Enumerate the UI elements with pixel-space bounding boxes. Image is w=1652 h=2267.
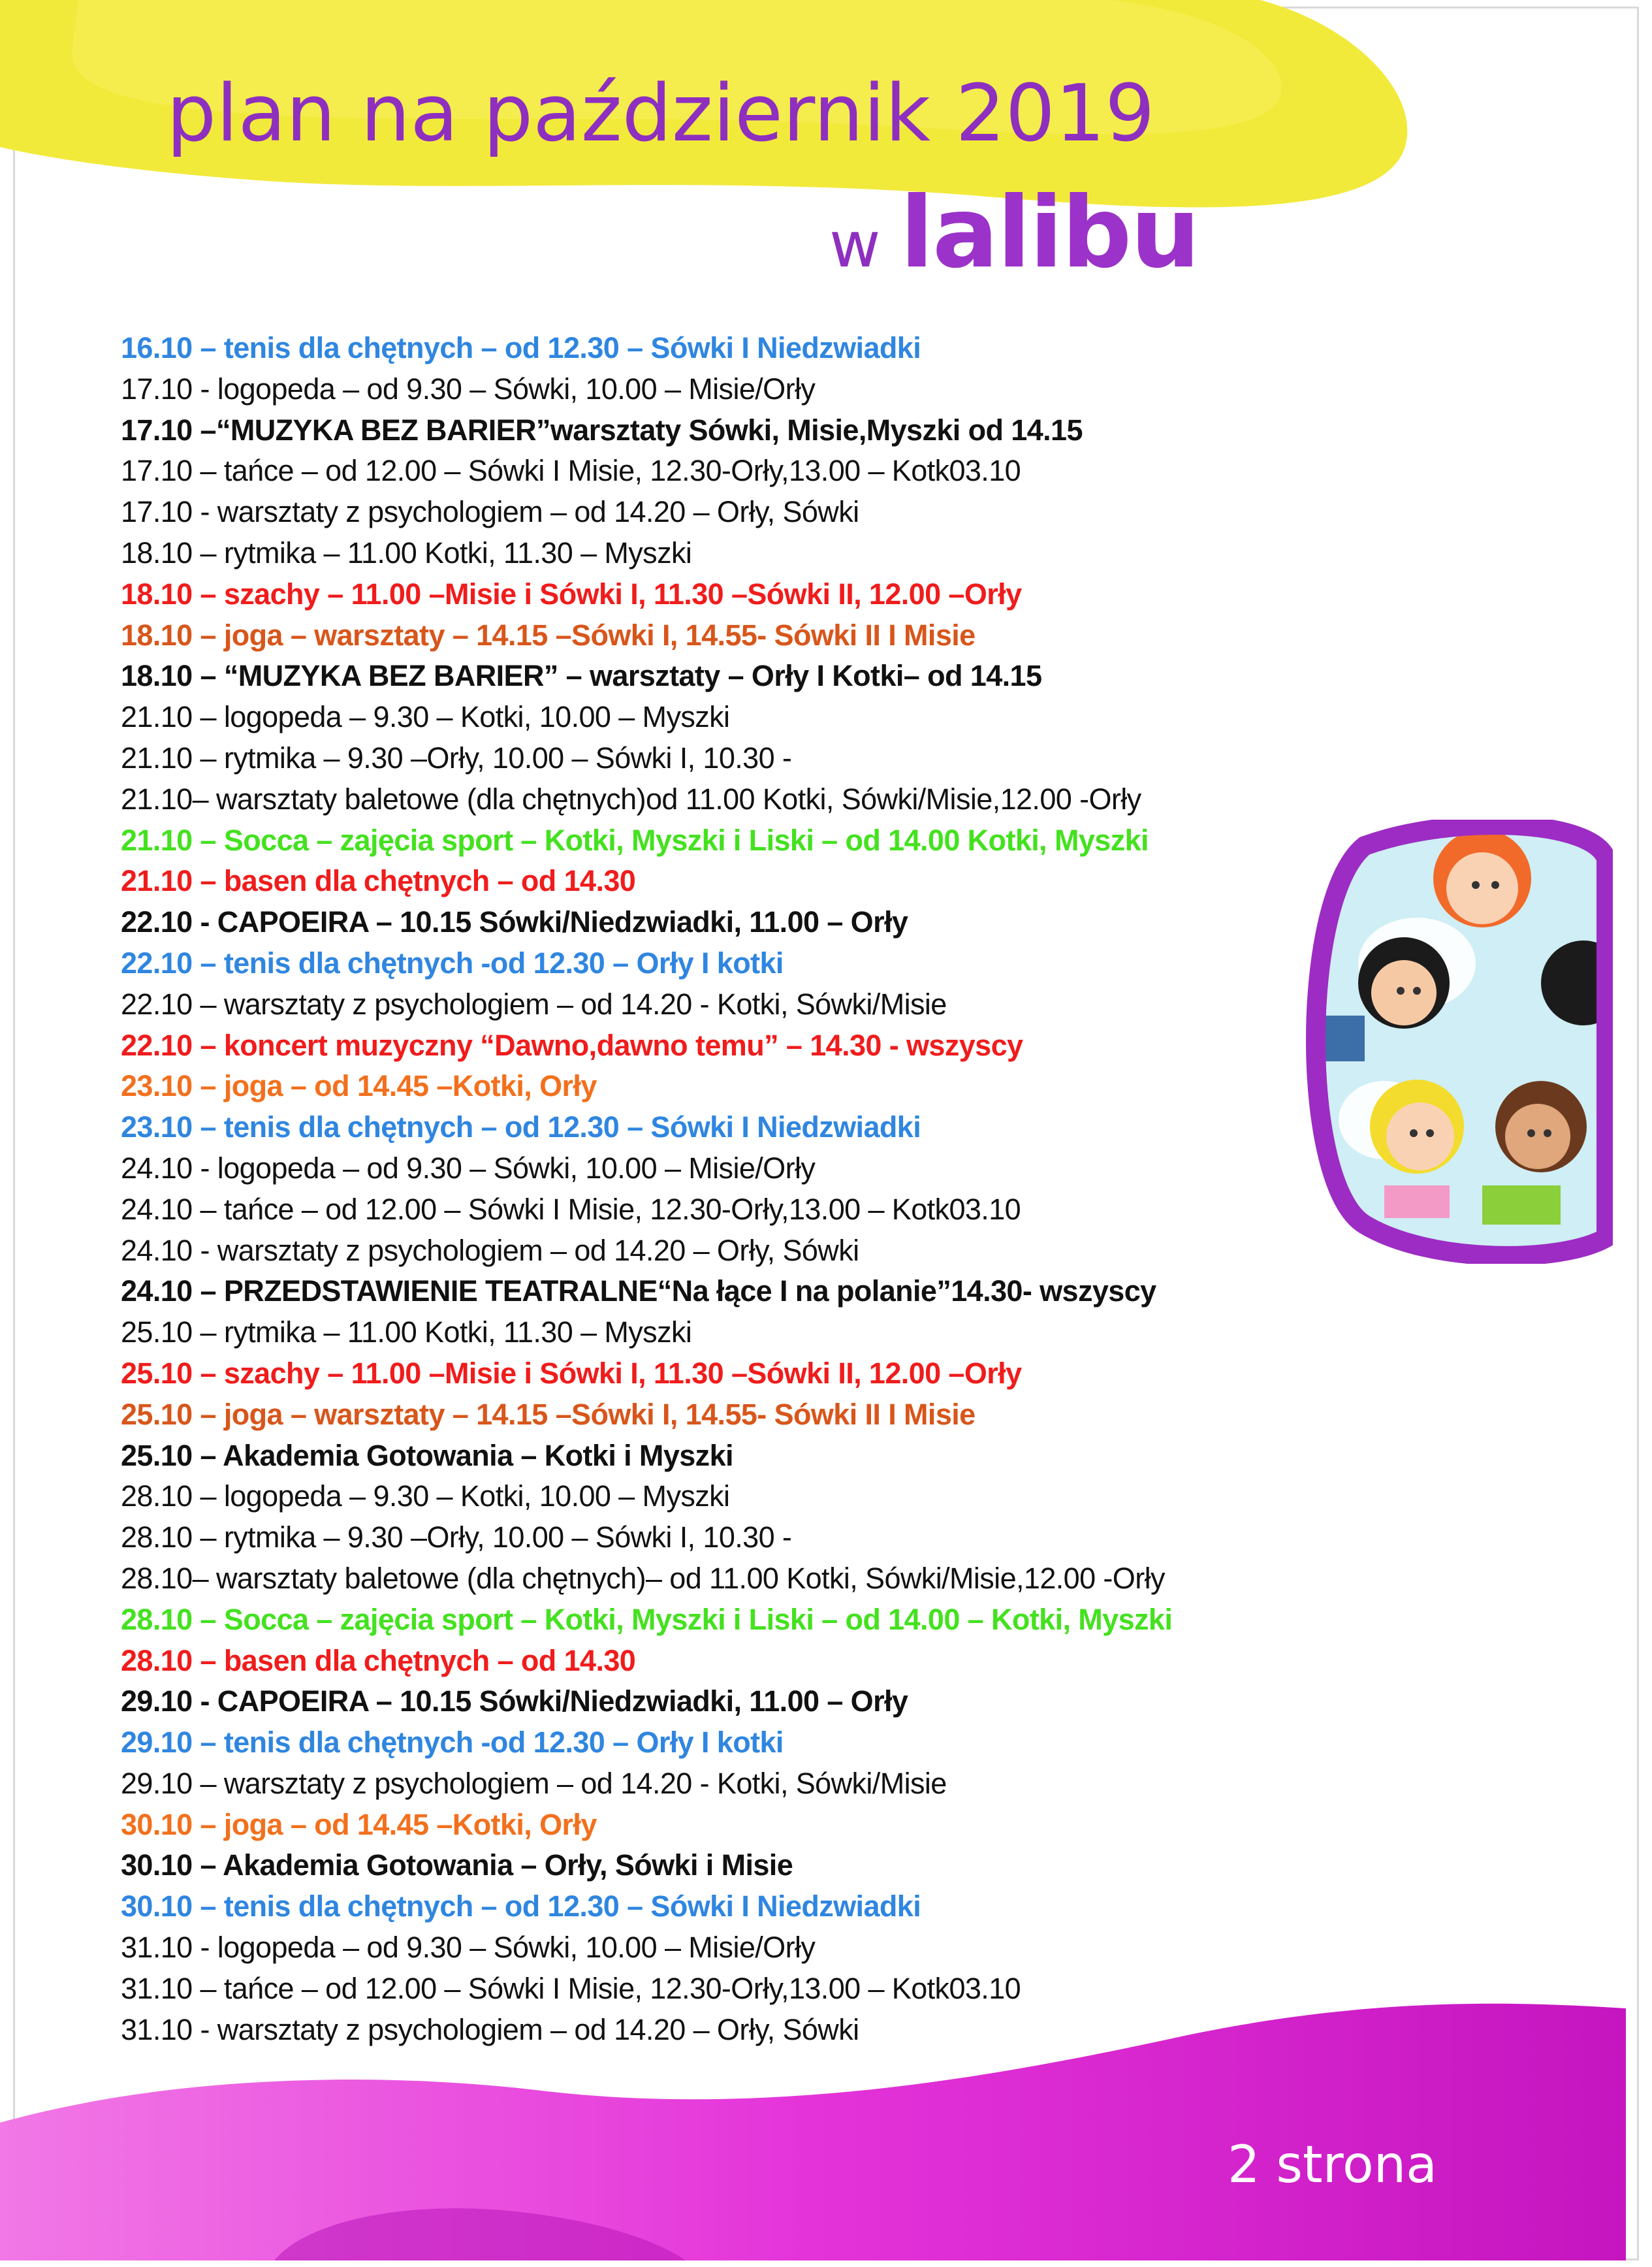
schedule-item: 22.10 - CAPOEIRA – 10.15 Sówki/Niedzwiadki, 11.00 – Orły xyxy=(121,905,908,939)
schedule-item: 24.10 - warsztaty z psychologiem – od 14.20 – Orły, Sówki xyxy=(121,1233,859,1267)
schedule-item: 21.10 – Socca – zajęcia sport – Kotki, Myszki i Liski – od 14.00 Kotki, Myszki xyxy=(121,823,1149,857)
schedule-item: 18.10 – szachy – 11.00 –Misie i Sówki I, 11.30 –Sówki II, 12.00 –Orły xyxy=(121,577,1022,611)
schedule-item: 30.10 – joga – od 14.45 –Kotki, Orły xyxy=(121,1807,597,1841)
schedule-item: 31.10 – tańce – od 12.00 – Sówki I Misie, 12.30-Orły,13.00 – Kotk03.10 xyxy=(121,1971,1021,2005)
schedule-item: 24.10 – PRZEDSTAWIENIE TEATRALNE“Na łące I na polanie”14.30- wszyscy xyxy=(121,1274,1156,1308)
brand-logo: lalibu xyxy=(900,176,1199,290)
schedule-item: 30.10 – tenis dla chętnych – od 12.30 – Sówki I Niedzwiadki xyxy=(121,1889,921,1923)
schedule-item: 29.10 - CAPOEIRA – 10.15 Sówki/Niedzwiadki, 11.00 – Orły xyxy=(121,1684,908,1718)
schedule-item: 24.10 – tańce – od 12.00 – Sówki I Misie, 12.30-Orły,13.00 – Kotk03.10 xyxy=(121,1192,1021,1226)
schedule-item: 28.10 – basen dla chętnych – od 14.30 xyxy=(121,1643,636,1677)
schedule-item: 18.10 – rytmika – 11.00 Kotki, 11.30 – Myszki xyxy=(121,536,692,570)
schedule-item: 23.10 – joga – od 14.45 –Kotki, Orły xyxy=(121,1069,597,1103)
schedule-item: 23.10 – tenis dla chętnych – od 12.30 – Sówki I Niedzwiadki xyxy=(121,1110,921,1144)
schedule-item: 28.10 – Socca – zajęcia sport – Kotki, Myszki i Liski – od 14.00 – Kotki, Myszki xyxy=(121,1602,1173,1636)
schedule-item: 24.10 - logopeda – od 9.30 – Sówki, 10.00 – Misie/Orły xyxy=(121,1151,816,1185)
schedule-item: 18.10 – joga – warsztaty – 14.15 –Sówki I, 14.55- Sówki II I Misie xyxy=(121,618,976,652)
page-title: plan na październik 2019 xyxy=(167,69,1155,159)
schedule-item: 16.10 – tenis dla chętnych – od 12.30 – Sówki I Niedzwiadki xyxy=(121,331,921,364)
schedule-item: 17.10 - logopeda – od 9.30 – Sówki, 10.00 – Misie/Orły xyxy=(121,372,816,406)
schedule-item: 21.10 – logopeda – 9.30 – Kotki, 10.00 – Myszki xyxy=(121,700,730,734)
schedule-item: 22.10 – koncert muzyczny “Dawno,dawno temu” – 14.30 - wszyscy xyxy=(121,1028,1023,1062)
schedule-item: 25.10 – rytmika – 11.00 Kotki, 11.30 – Myszki xyxy=(121,1315,692,1349)
schedule-item: 17.10 –“MUZYKA BEZ BARIER”warsztaty Sówki, Misie,Myszki od 14.15 xyxy=(121,413,1083,447)
schedule-item: 17.10 - warsztaty z psychologiem – od 14.20 – Orły, Sówki xyxy=(121,495,859,529)
schedule-item: 25.10 – joga – warsztaty – 14.15 –Sówki I, 14.55- Sówki II I Misie xyxy=(121,1397,976,1431)
page-number: 2 strona xyxy=(1228,2136,1437,2195)
schedule-item: 17.10 – tańce – od 12.00 – Sówki I Misie, 12.30-Orły,13.00 – Kotk03.10 xyxy=(121,454,1021,488)
schedule-item: 29.10 – warsztaty z psychologiem – od 14.20 - Kotki, Sówki/Misie xyxy=(121,1766,947,1800)
subtitle-prefix: w xyxy=(829,208,881,281)
schedule-item: 28.10– warsztaty baletowe (dla chętnych)– od 11.00 Kotki, Sówki/Misie,12.00 -Orły xyxy=(121,1561,1165,1595)
schedule-list xyxy=(121,328,1361,2050)
schedule-item: 31.10 - warsztaty z psychologiem – od 14.20 – Orły, Sówki xyxy=(121,2012,859,2046)
schedule-item: 22.10 – tenis dla chętnych -od 12.30 – Orły I kotki xyxy=(121,946,784,980)
schedule-item: 30.10 – Akademia Gotowania – Orły, Sówki i Misie xyxy=(121,1848,793,1882)
schedule-item: 18.10 – “MUZYKA BEZ BARIER” – warsztaty – Orły I Kotki– od 14.15 xyxy=(121,659,1042,693)
schedule-item: 28.10 – rytmika – 9.30 –Orły, 10.00 – Sówki I, 10.30 - xyxy=(121,1520,792,1554)
schedule-item: 28.10 – logopeda – 9.30 – Kotki, 10.00 – Myszki xyxy=(121,1479,730,1513)
schedule-item: 25.10 – szachy – 11.00 –Misie i Sówki I, 11.30 –Sówki II, 12.00 –Orły xyxy=(121,1356,1022,1390)
schedule-item: 25.10 – Akademia Gotowania – Kotki i Myszki xyxy=(121,1438,733,1472)
schedule-item: 21.10 – rytmika – 9.30 –Orły, 10.00 – Sówki I, 10.30 - xyxy=(121,741,792,775)
brand-subtitle xyxy=(829,176,1199,290)
schedule-item: 29.10 – tenis dla chętnych -od 12.30 – Orły I kotki xyxy=(121,1726,784,1760)
schedule-item: 22.10 – warsztaty z psychologiem – od 14.20 - Kotki, Sówki/Misie xyxy=(121,987,947,1021)
schedule-item: 31.10 - logopeda – od 9.30 – Sówki, 10.00 – Misie/Orły xyxy=(121,1931,816,1965)
schedule-item: 21.10– warsztaty baletowe (dla chętnych)od 11.00 Kotki, Sówki/Misie,12.00 -Orły xyxy=(121,782,1141,816)
schedule-item: 21.10 – basen dla chętnych – od 14.30 xyxy=(121,864,636,898)
